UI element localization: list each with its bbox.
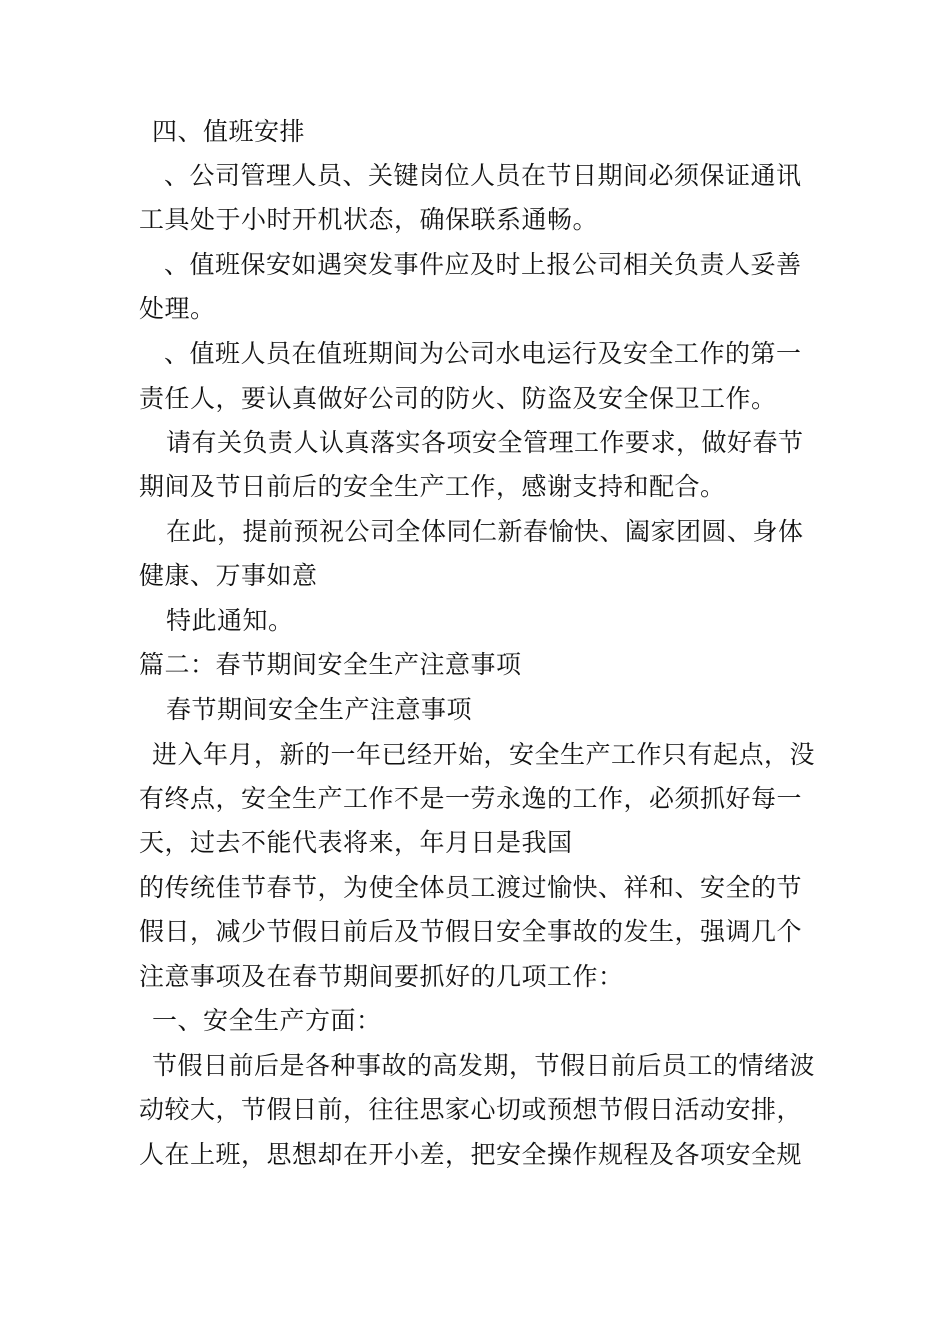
part-two-heading: 篇二：春节期间安全生产注意事项 bbox=[139, 650, 522, 679]
paragraph-line: 健康、万事如意 bbox=[139, 561, 318, 590]
paragraph-line: 责任人，要认真做好公司的防火、防盗及安全保卫工作。 bbox=[139, 384, 777, 413]
paragraph-line: 有终点，安全生产工作不是一劳永逸的工作，必须抓好每一 bbox=[139, 784, 803, 813]
paragraph-line: 工具处于小时开机状态，确保联系通畅。 bbox=[139, 205, 599, 234]
closing-notice: 特此通知。 bbox=[166, 606, 294, 635]
section-heading-safety: 一、安全生产方面： bbox=[152, 1006, 382, 1035]
paragraph-line: 、公司管理人员、关键岗位人员在节日期间必须保证通讯 bbox=[164, 161, 802, 190]
paragraph-line: 节假日前后是各种事故的高发期，节假日前后员工的情绪波 bbox=[152, 1051, 816, 1080]
paragraph-line: 人在上班，思想却在开小差，把安全操作规程及各项安全规 bbox=[139, 1140, 803, 1169]
section-heading-duty-arrangement: 四、值班安排 bbox=[152, 117, 306, 146]
paragraph-line: 期间及节日前后的安全生产工作，感谢支持和配合。 bbox=[139, 472, 726, 501]
paragraph-line: 动较大，节假日前，往往思家心切或预想节假日活动安排， bbox=[139, 1095, 803, 1124]
paragraph-line: 处理。 bbox=[139, 294, 216, 323]
paragraph-line: 、值班人员在值班期间为公司水电运行及安全工作的第一 bbox=[164, 339, 802, 368]
paragraph-line: 注意事项及在春节期间要抓好的几项工作： bbox=[139, 962, 624, 991]
paragraph-line: 假日，减少节假日前后及节假日安全事故的发生，强调几个 bbox=[139, 917, 803, 946]
paragraph-line: 天，过去不能代表将来，年月日是我国 bbox=[139, 828, 573, 857]
paragraph-line: 进入年月，新的一年已经开始，安全生产工作只有起点，没 bbox=[152, 740, 816, 769]
paragraph-line: 请有关负责人认真落实各项安全管理工作要求，做好春节 bbox=[166, 428, 804, 457]
paragraph-line: 在此，提前预祝公司全体同仁新春愉快、阖家团圆、身体 bbox=[166, 517, 804, 546]
article-title: 春节期间安全生产注意事项 bbox=[166, 695, 473, 724]
paragraph-line: 的传统佳节春节，为使全体员工渡过愉快、祥和、安全的节 bbox=[139, 873, 803, 902]
paragraph-line: 、值班保安如遇突发事件应及时上报公司相关负责人妥善 bbox=[164, 250, 802, 279]
